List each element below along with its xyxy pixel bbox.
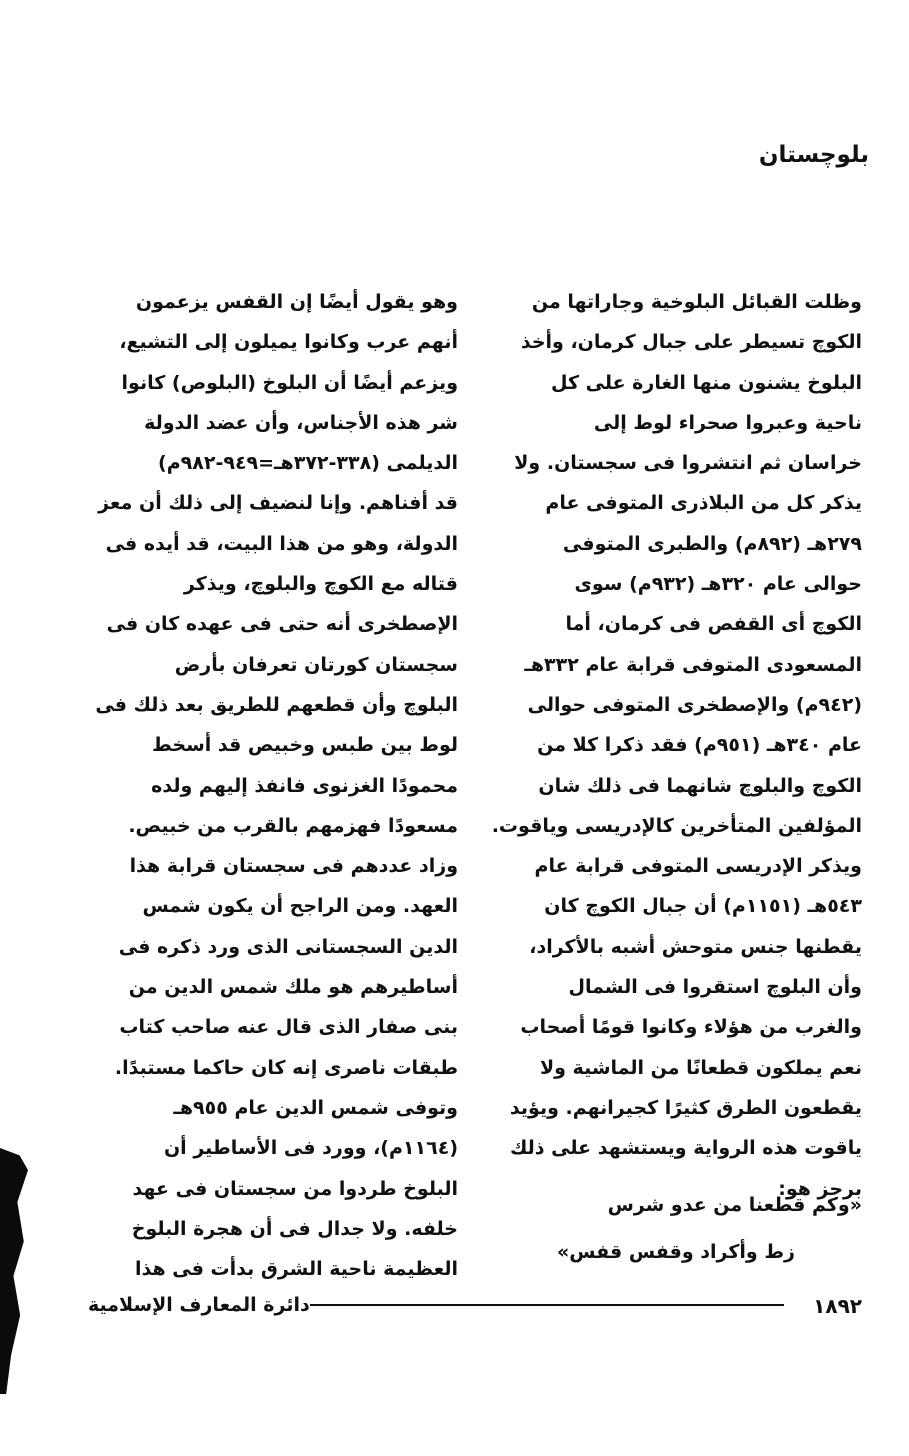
text-line: يقطعون الطرق كثيرًا كجيرانهم. ويؤيد — [509, 1096, 862, 1119]
text-line: البلوخ طردوا من سجستان فى عهد — [132, 1177, 458, 1200]
text-line: ٢٧٩هـ (٨٩٢م) والطبرى المتوفى — [562, 532, 862, 555]
text-line: برجز هو: — [778, 1177, 862, 1200]
text-line: المسعودى المتوفى قرابة عام ٣٣٢هـ — [524, 653, 862, 676]
text-line: قد أفناهم. وإنا لنضيف إلى ذلك أن معز — [98, 492, 458, 515]
text-line: مسعودًا فهزمهم بالقرب من خبيص. — [128, 814, 458, 837]
text-line: الكوچ أى القفص فى كرمان، أما — [565, 613, 862, 636]
text-line: طبقات ناصرى إنه كان حاكما مستبدًا. — [114, 1056, 458, 1079]
text-line: الكوچ والبلوچ شانهما فى ذلك شان — [538, 774, 862, 797]
text-line: عام ٣٤٠هـ (٩٥١م) فقد ذكرا كلا من — [537, 734, 862, 757]
text-line: الدين السجستانى الذى ورد ذكره فى — [118, 935, 458, 958]
scan-edge-mark — [0, 1148, 28, 1394]
text-line: نعم يملكون قطعانًا من الماشية ولا — [539, 1056, 862, 1079]
text-line: سجستان كورتان تعرفان بأرض — [174, 653, 458, 676]
text-line: يقطنها جنس متوحش أشبه بالأكراد، — [529, 935, 862, 958]
text-line: حوالى عام ٣٢٠هـ (٩٣٢م) سوى — [574, 573, 862, 596]
text-line: العهد. ومن الراجح أن يكون شمس — [142, 895, 458, 918]
text-line: خراسان ثم انتشروا فى سجستان. ولا — [514, 452, 862, 475]
text-line: الإصطخرى أنه حتى فى عهده كان فى — [106, 613, 458, 636]
text-line: ويزعم أيضًا أن البلوخ (البلوص) كانوا — [121, 371, 458, 394]
text-line: خلفه. ولا جدال فى أن هجرة البلوخ — [131, 1217, 458, 1240]
text-line: (١١٦٤م)، وورد فى الأساطير أن — [163, 1137, 458, 1160]
text-line: ٥٤٣هـ (١١٥١م) أن جبال الكوچ كان — [544, 895, 862, 918]
text-line: لوط بين طبس وخبيص قد أسخط — [152, 734, 458, 757]
text-line: ناحية وعبروا صحراء لوط إلى — [593, 411, 862, 434]
text-column-right — [492, 282, 862, 1209]
text-line: المؤلفين المتأخرين كالإدريسى وياقوت. — [492, 814, 862, 837]
page-number: ١٨٩٢ — [813, 1294, 862, 1318]
text-line: ياقوت هذه الرواية ويستشهد على ذلك — [509, 1137, 862, 1160]
text-line: الكوچ تسيطر على جبال كرمان، وأخذ — [520, 331, 862, 354]
text-line: وهو يقول أيضًا إن القفس يزعمون — [135, 291, 458, 313]
text-line: البلوخ يشنون منها الغارة على كل — [550, 371, 862, 394]
text-line: الدولة، وهو من هذا البيت، قد أيده فى — [105, 532, 458, 555]
text-line: أساطيرهم هو ملك شمس الدين من — [128, 976, 458, 999]
verse-line-1: «وكم قطعنا من عدو شرس — [607, 1194, 862, 1216]
page-footer — [88, 1290, 862, 1330]
running-header-title: بلوچستان — [758, 142, 869, 168]
text-line: وأن البلوچ استقروا فى الشمال — [568, 976, 862, 999]
text-line: ويذكر الإدريسى المتوفى قرابة عام — [534, 855, 862, 878]
text-line: قتاله مع الكوچ والبلوچ، ويذكر — [183, 573, 458, 596]
text-line: شر هذه الأجناس، وأن عضد الدولة — [144, 411, 458, 434]
text-line: العظيمة ناحية الشرق بدأت فى هذا — [134, 1258, 458, 1281]
publication-title: دائرة المعارف الإسلامية — [88, 1294, 310, 1316]
text-line: (٩٤٢م) والإصطخرى المتوفى حوالى — [527, 693, 862, 716]
text-line: بنى صفار الذى قال عنه صاحب كتاب — [119, 1016, 458, 1039]
verse-line-2: زط وأكراد وقفس قفس» — [556, 1241, 795, 1263]
text-line: محمودًا الغزنوى فانفذ إليهم ولده — [151, 774, 458, 797]
text-line: وزاد عددهم فى سجستان قرابة هذا — [129, 855, 458, 878]
text-line: وظلت القبائل البلوخية وجاراتها من — [531, 291, 862, 313]
text-line: يذكر كل من البلاذرى المتوفى عام — [545, 492, 862, 515]
text-line: أنهم عرب وكانوا يميلون إلى التشيع، — [119, 331, 458, 354]
text-line: والغرب من هؤلاء وكانوا قومًا أصحاب — [520, 1016, 862, 1039]
text-column-left — [88, 282, 458, 1289]
footer-divider — [310, 1304, 784, 1306]
text-line: البلوچ وأن قطعهم للطريق بعد ذلك فى — [95, 693, 458, 716]
text-line: الديلمى (٣٣٨-٣٧٢هـ=٩٤٩-٩٨٢م) — [158, 452, 458, 475]
text-line: وتوفى شمس الدين عام ٩٥٥هـ — [173, 1096, 458, 1119]
